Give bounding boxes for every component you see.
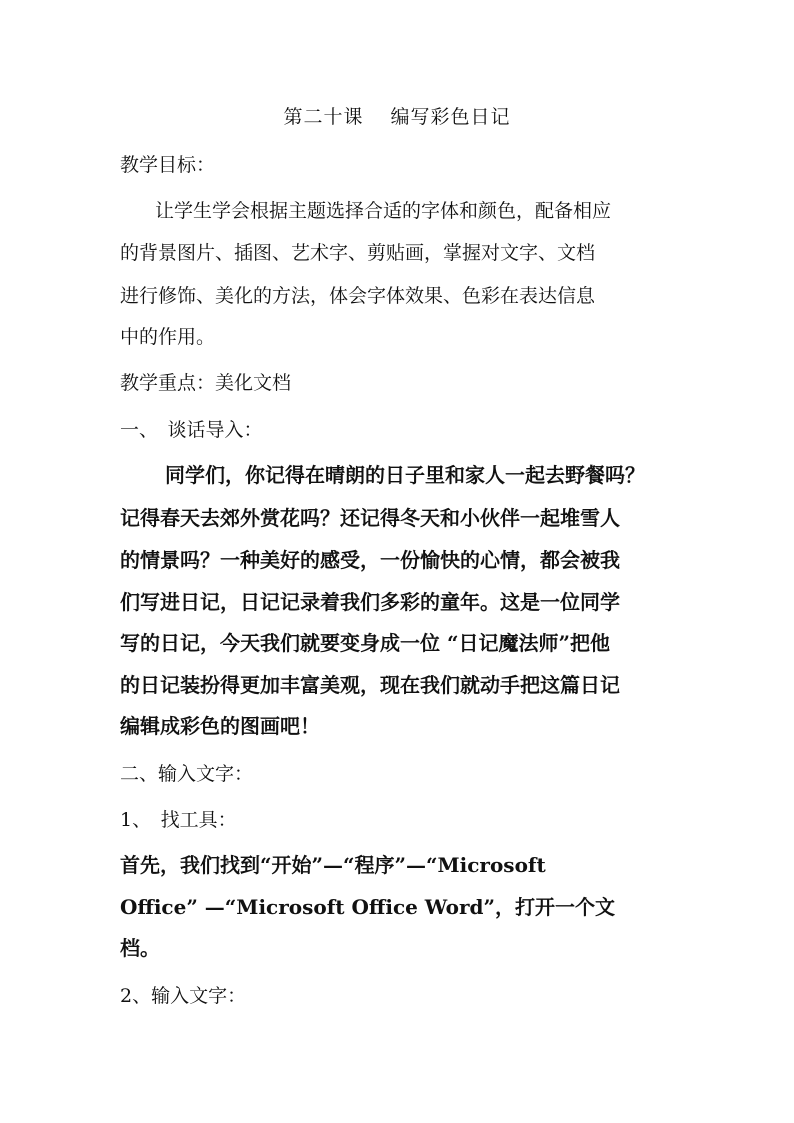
section-heading-intro: 一、 谈话导入： <box>120 419 263 441</box>
objective-line: 让学生学会根据主题选择合适的字体和颜色，配备相应 <box>155 200 612 222</box>
objective-line: 的背景图片、插图、艺术字、剪贴画，掌握对文字、文档 <box>120 242 596 264</box>
objective-line: 中的作用。 <box>120 326 216 348</box>
objective-heading: 教学目标： <box>120 154 216 176</box>
intro-line: 写的日记，今天我们就要变身成一位 “日记魔法师”把他 <box>120 631 610 655</box>
objective-line: 进行修饰、美化的方法，体会字体效果、色彩在表达信息 <box>120 285 596 307</box>
intro-line: 编辑成彩色的图画吧！ <box>120 714 320 738</box>
step-line: 首先，我们找到“开始”—“程序”—“Microsoft <box>120 853 546 877</box>
section-heading-input: 二、输入文字： <box>120 763 254 785</box>
step-line: 档。 <box>120 936 160 960</box>
step-heading-tools: 1、 找工具： <box>120 809 237 831</box>
key-point: 教学重点：美化文档 <box>120 372 292 394</box>
lesson-title: 第二十课 编写彩色日记 <box>283 106 511 128</box>
intro-line: 同学们，你记得在晴朗的日子里和家人一起去野餐吗？ <box>165 463 645 487</box>
intro-line: 记得春天去郊外赏花吗？还记得冬天和小伙伴一起堆雪人 <box>120 506 620 530</box>
step-line: Office” —“Microsoft Office Word”，打开一个文 <box>120 895 615 919</box>
step-heading-input-text: 2、输入文字： <box>120 985 247 1007</box>
intro-line: 们写进日记，日记记录着我们多彩的童年。这是一位同学 <box>120 590 620 614</box>
intro-line: 的情景吗？一种美好的感受，一份愉快的心情，都会被我 <box>120 548 620 572</box>
intro-line: 的日记装扮得更加丰富美观，现在我们就动手把这篇日记 <box>120 673 620 697</box>
